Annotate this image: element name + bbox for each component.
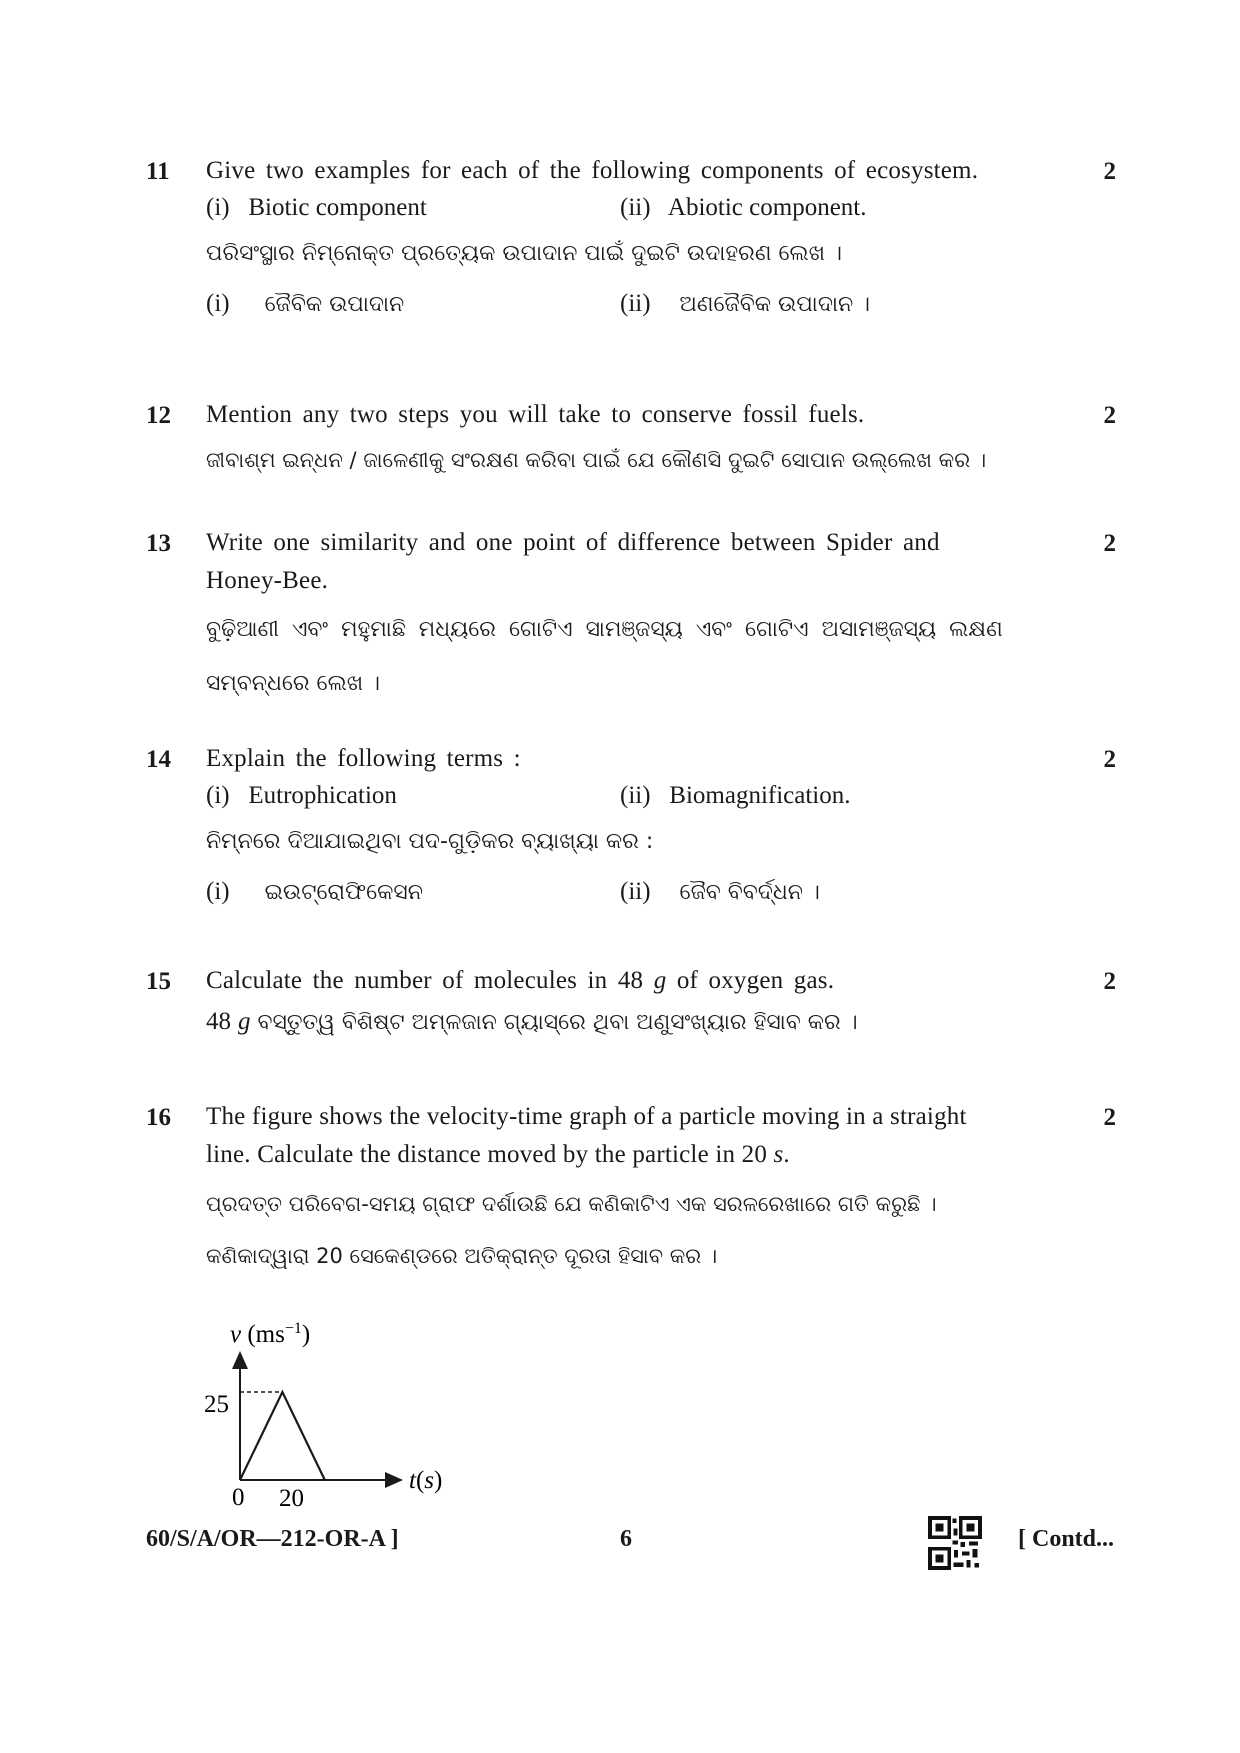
paper-code: 60/S/A/OR—212-OR-A ] bbox=[146, 1526, 399, 1552]
y-axis-close: ) bbox=[301, 1321, 311, 1348]
option-i-en: (i) Eutrophication bbox=[206, 782, 397, 809]
question-16 bbox=[146, 1104, 1116, 1274]
question-text-od-line1: ପ୍ରଦତ୍ତ ପରିବେଗ-ସମୟ ଗ୍ରାଫ ଦର୍ଶାଉଛି ଯେ କଣିକାଟିଏ ଏକ ସରଳରେଖାରେ ଗତି କରୁଛି । bbox=[206, 1192, 937, 1216]
option-i-en: (i) Biotic component bbox=[206, 194, 427, 221]
question-text-en: Mention any two steps you will take to conserve fossil fuels. bbox=[206, 401, 865, 428]
text-pre: 48 bbox=[206, 1008, 231, 1035]
question-marks: 2 bbox=[1103, 746, 1116, 773]
question-text-od-line2: ସମ୍ବନ୍ଧରେ ଲେଖ । bbox=[206, 671, 381, 696]
option-i-od bbox=[206, 290, 404, 318]
y-axis-exp: −1 bbox=[284, 1320, 302, 1337]
option-roman: (i) bbox=[206, 878, 230, 905]
question-13 bbox=[146, 530, 1116, 700]
text-post: ବସ୍ତୁତ୍ୱ ବିଶିଷ୍ଟ ଅମ୍ଳଜାନ ଗ୍ୟାସ୍‌ରେ ଥିବା ଅଣୁସଂଖ୍ୟାର ହିସାବ କର । bbox=[257, 1010, 858, 1035]
x-axis-var: t bbox=[409, 1467, 416, 1494]
question-marks: 2 bbox=[1103, 158, 1116, 185]
question-text-od: ନିମ୍ନରେ ଦିଆଯାଇଥିବା ପଦ-ଗୁଡ଼ିକର ବ୍ୟାଖ୍ୟା କର : bbox=[206, 829, 654, 854]
question-12 bbox=[146, 402, 1116, 492]
x-axis-label: t(s) bbox=[409, 1467, 443, 1494]
x-tick-label: 20 bbox=[279, 1485, 304, 1512]
y-axis-var: v bbox=[230, 1321, 242, 1348]
question-text-en-line2: Honey-Bee. bbox=[206, 567, 329, 594]
option-roman: (ii) bbox=[620, 290, 651, 317]
question-text-en-line1: The figure shows the velocity-time graph of a particle moving in a straight bbox=[206, 1103, 967, 1130]
unit-g: g bbox=[238, 1008, 251, 1035]
text-pre: line. Calculate the distance moved by the particle in 20 bbox=[206, 1141, 768, 1168]
option-roman: (i) bbox=[206, 290, 230, 317]
question-text-od-line2: କଣିକାଦ୍ୱାରା 20 ସେକେଣ୍ଡରେ ଅତିକ୍ରାନ୍ତ ଦୂରତା ହିସାବ କର । bbox=[206, 1244, 718, 1268]
question-text-od bbox=[206, 1004, 858, 1041]
option-text: ଜୈବିକ ଉପାଦାନ bbox=[264, 292, 405, 317]
question-marks: 2 bbox=[1103, 402, 1116, 429]
question-number: 12 bbox=[146, 402, 171, 429]
page-number: 6 bbox=[620, 1526, 632, 1552]
question-number: 15 bbox=[146, 968, 171, 995]
y-tick-label: 25 bbox=[204, 1391, 229, 1418]
question-text-en-line1: Write one similarity and one point of difference between Spider and bbox=[206, 529, 940, 556]
text-post: of oxygen gas. bbox=[676, 967, 835, 994]
option-ii-od bbox=[620, 290, 870, 318]
x-axis-unit: s bbox=[424, 1467, 435, 1494]
question-text-en-line2 bbox=[206, 1136, 790, 1174]
question-number: 11 bbox=[146, 158, 170, 185]
question-text-od: ପରିସଂସ୍ଥାର ନିମ୍ନୋକ୍ତ ପ୍ରତ୍ୟେକ ଉପାଦାନ ପାଇଁ ଦୁଇଟି ଉଦାହରଣ ଲେଖ । bbox=[206, 241, 842, 266]
question-marks: 2 bbox=[1103, 1104, 1116, 1131]
question-marks: 2 bbox=[1103, 530, 1116, 557]
question-14 bbox=[146, 746, 1116, 916]
question-marks: 2 bbox=[1103, 968, 1116, 995]
question-number: 16 bbox=[146, 1104, 171, 1131]
unit-g: g bbox=[653, 967, 667, 994]
velocity-time-graph bbox=[190, 1320, 490, 1520]
option-text: ଇଉଟ୍ରୋଫିକେସନ bbox=[264, 880, 423, 905]
question-15 bbox=[146, 968, 1116, 1058]
option-i-od bbox=[206, 878, 423, 906]
question-text-en: Give two examples for each of the following components of ecosystem. bbox=[206, 157, 979, 184]
question-text-en bbox=[206, 962, 834, 1000]
qr-code-icon bbox=[928, 1516, 982, 1570]
question-text-od: ଜୀବାଶ୍ମ ଇନ୍ଧନ / ଜାଳେଣୀକୁ ସଂରକ୍ଷଣ କରିବା ପାଇଁ ଯେ କୌଣସି ଦୁଇଟି ସୋପାନ ଉଲ୍ଲେଖ କର । bbox=[206, 448, 987, 472]
question-number: 13 bbox=[146, 530, 171, 557]
origin-label: 0 bbox=[232, 1484, 245, 1511]
velocity-series-line bbox=[240, 1392, 325, 1480]
option-text: ଜୈବ ବିବର୍ଦ୍ଧନ । bbox=[679, 880, 820, 905]
option-text: ଅଣଜୈବିକ ଉପାଦାନ । bbox=[679, 292, 871, 317]
option-roman: (ii) bbox=[620, 878, 651, 905]
text-pre: Calculate the number of molecules in 48 bbox=[206, 967, 644, 994]
option-ii-en: (ii) Biomagnification. bbox=[620, 782, 851, 809]
question-number: 14 bbox=[146, 746, 171, 773]
question-11 bbox=[146, 158, 1116, 328]
unit-s: s bbox=[773, 1141, 784, 1168]
question-text-od-line1: ବୁଢ଼ିଆଣୀ ଏବଂ ମହୁମାଛି ମଧ୍ୟରେ ଗୋଟିଏ ସାମଞ୍ଜସ୍ୟ ଏବଂ ଗୋଟିଏ ଅସାମଞ୍ଜସ୍ୟ ଲକ୍ଷଣ bbox=[206, 617, 1003, 642]
question-text-en: Explain the following terms : bbox=[206, 745, 521, 772]
option-ii-od bbox=[620, 878, 820, 906]
y-axis-unit: (ms bbox=[247, 1321, 285, 1348]
text-post: . bbox=[783, 1141, 790, 1168]
option-ii-en: (ii) Abiotic component. bbox=[620, 194, 867, 221]
y-axis-label bbox=[230, 1320, 310, 1348]
continued-label: [ Contd... bbox=[1018, 1526, 1115, 1552]
